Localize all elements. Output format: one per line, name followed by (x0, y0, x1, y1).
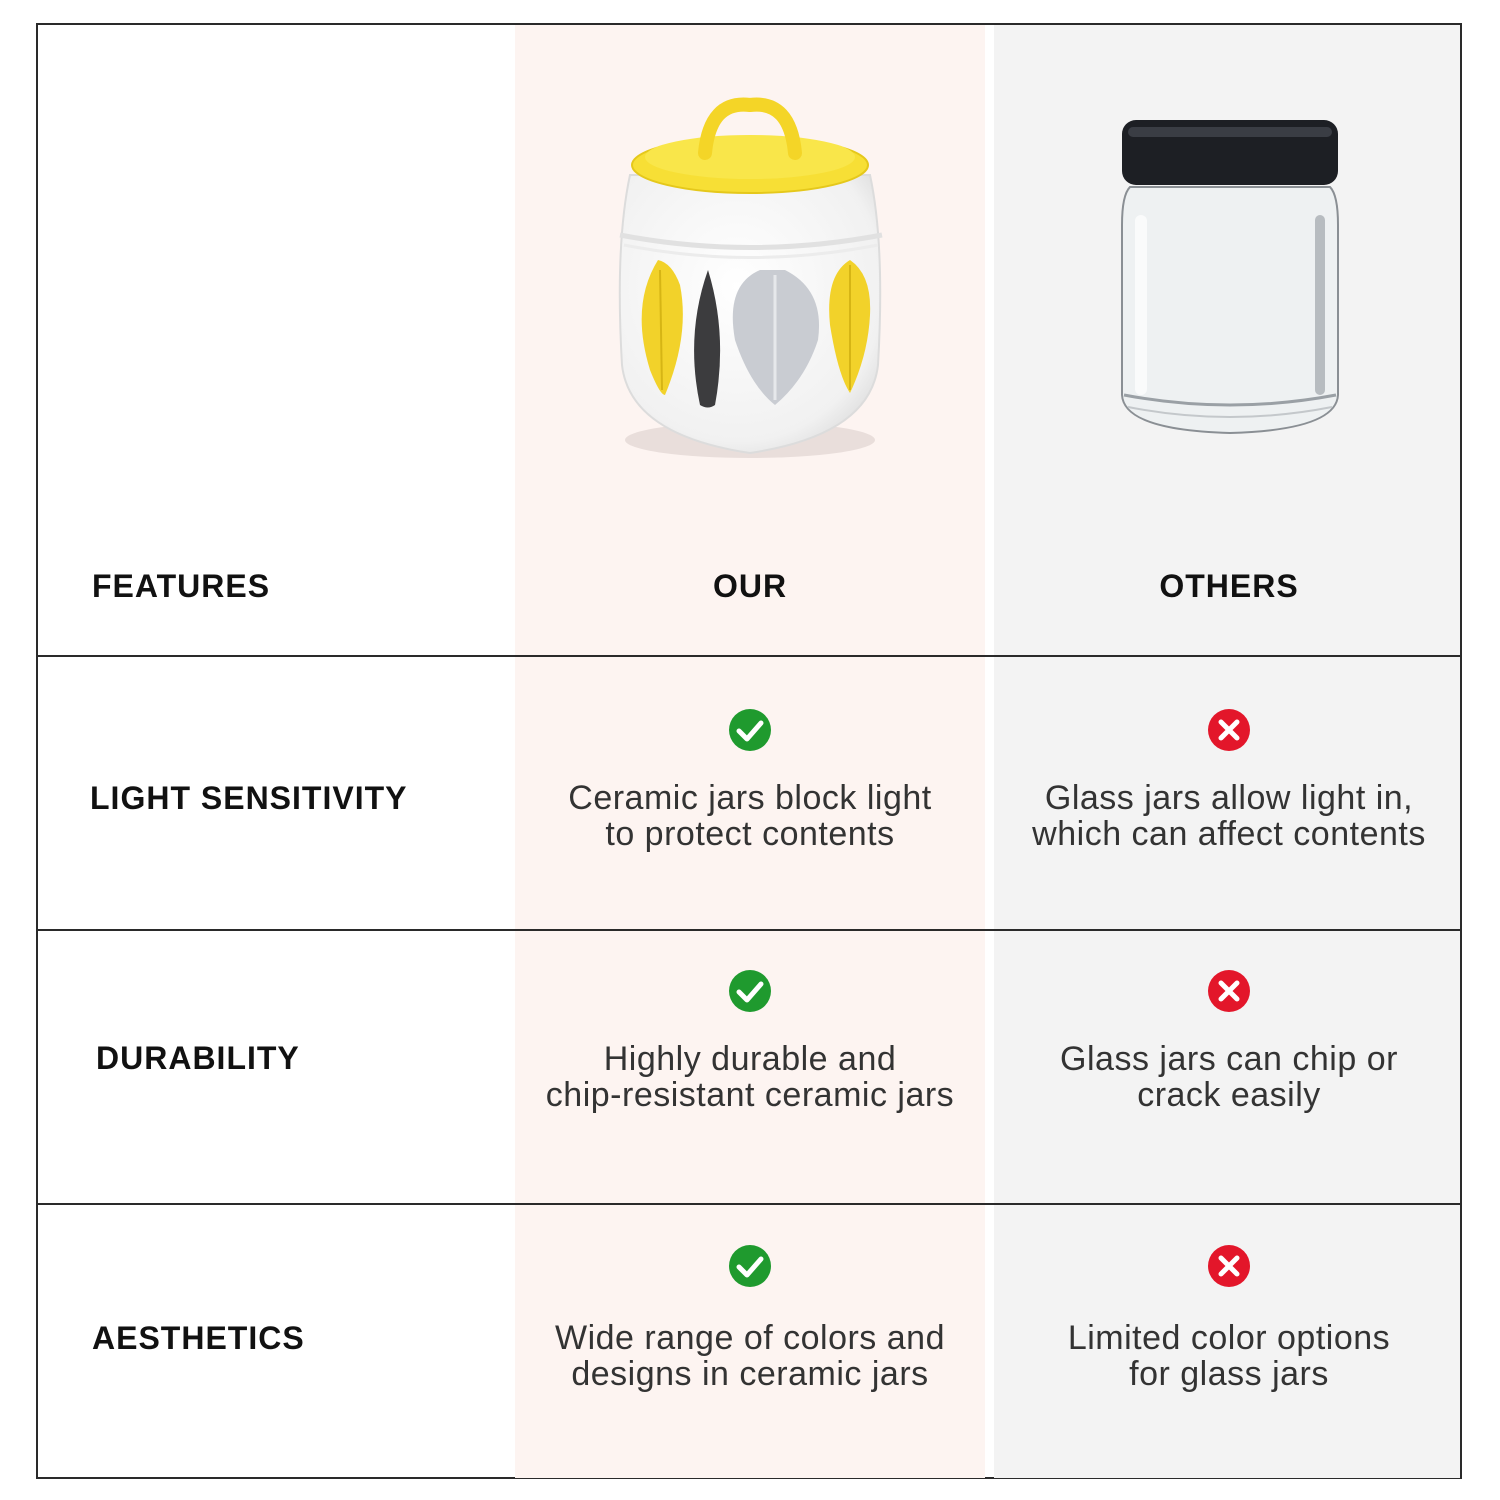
cross-icon (1207, 1244, 1251, 1288)
ceramic-jar-image (600, 95, 900, 465)
cross-icon (1207, 708, 1251, 752)
feature-label: DURABILITY (96, 1040, 300, 1076)
row-divider (37, 1203, 1461, 1205)
others-header: OTHERS (1159, 568, 1299, 604)
feature-label: AESTHETICS (92, 1320, 305, 1356)
cell-line: for glass jars (1129, 1355, 1329, 1393)
row-divider (37, 929, 1461, 931)
cell-line: Limited color options (1067, 1319, 1391, 1357)
our-cell (515, 1041, 985, 1113)
our-cell (515, 780, 985, 852)
cell-line: chip-resistant ceramic jars (545, 1076, 955, 1114)
features-header: FEATURES (92, 568, 271, 604)
cell-line: Highly durable and (603, 1040, 897, 1078)
check-icon (728, 1244, 772, 1288)
row-divider (37, 655, 1461, 657)
cross-icon (1207, 969, 1251, 1013)
cell-line: designs in ceramic jars (571, 1355, 929, 1393)
our-header: OUR (712, 568, 788, 604)
others-cell (994, 780, 1464, 852)
cell-line: Glass jars can chip or (1060, 1040, 1398, 1078)
others-cell (994, 1041, 1464, 1113)
check-icon (728, 969, 772, 1013)
our-cell (515, 1320, 985, 1392)
cell-line: crack easily (1137, 1076, 1321, 1114)
glass-jar-image (1110, 115, 1350, 445)
cell-line: Ceramic jars block light (568, 779, 932, 817)
feature-label: LIGHT SENSITIVITY (90, 780, 408, 816)
cell-line: which can affect contents (1032, 815, 1426, 853)
cell-line: Wide range of colors and (555, 1319, 945, 1357)
others-cell (994, 1320, 1464, 1392)
cell-line: to protect contents (605, 815, 895, 853)
check-icon (728, 708, 772, 752)
cell-line: Glass jars allow light in, (1044, 779, 1414, 817)
